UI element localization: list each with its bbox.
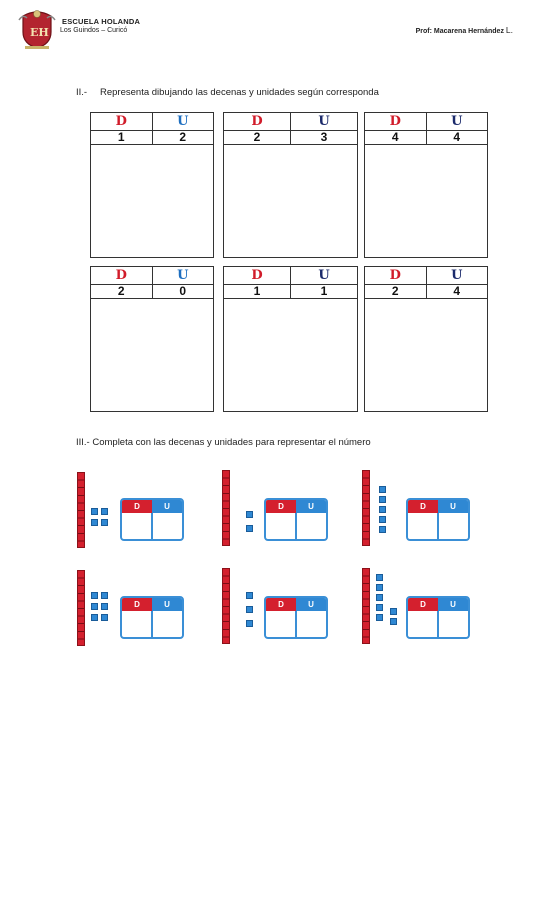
tens-value: 1 [253,284,261,298]
tens-label: D [251,268,263,283]
unit-block [91,508,98,515]
du-answer-header [408,598,468,611]
units-answer-field[interactable] [438,513,468,539]
tens-label: D [122,598,152,611]
units-label: U [426,267,488,284]
units-label: U [152,598,182,611]
section2-instruction: Representa dibujando las decenas y unidades según corresponda [100,87,379,98]
school-location: Los Guindos – Curicó [60,27,128,34]
units-label: U [152,267,214,284]
du-table-values [365,284,487,299]
ten-block [362,470,370,546]
unit-block [376,594,383,601]
tens-label: D [251,114,263,129]
tens-answer-field[interactable] [266,611,296,637]
ten-block [77,570,85,646]
ten-block [77,472,85,548]
du-table-values [365,130,487,145]
tens-answer-field[interactable] [408,513,438,539]
units-answer-field[interactable] [438,611,468,637]
teacher-initial: L. [505,25,513,35]
units-label: U [296,598,326,611]
units-label: U [152,500,182,513]
units-label: U [152,113,214,130]
ten-block [222,568,230,644]
unit-block [101,519,108,526]
du-answer-body [122,513,182,539]
unit-block [246,511,253,518]
du-table-header [224,113,357,131]
drawing-area[interactable] [224,299,357,411]
du-answer-box [120,498,184,541]
ten-block [362,568,370,644]
tens-answer-field[interactable] [408,611,438,637]
ten-block [222,470,230,546]
du-table-values [91,130,213,145]
unit-block [379,496,386,503]
teacher-name-text: Prof: Macarena Hernández [415,28,504,35]
units-value: 1 [290,284,357,298]
tens-label: D [266,598,296,611]
du-answer-body [266,513,326,539]
du-answer-header [266,598,326,611]
tens-answer-field[interactable] [266,513,296,539]
units-answer-field[interactable] [152,611,182,637]
drawing-area[interactable] [91,299,213,411]
du-table-values [224,284,357,299]
drawing-area[interactable] [91,145,213,257]
du-table [90,112,214,258]
units-value: 4 [426,284,488,298]
unit-block [101,603,108,610]
unit-block [379,526,386,533]
unit-block [101,592,108,599]
tens-value: 4 [391,130,399,144]
du-answer-box [120,596,184,639]
units-value: 0 [152,284,214,298]
du-answer-box [264,596,328,639]
du-answer-body [408,513,468,539]
section3-instruction: III.- Completa con las decenas y unidades para representar el número [76,437,371,448]
unit-block [390,608,397,615]
tens-label: D [115,268,127,283]
tens-label: D [389,114,401,129]
units-answer-field[interactable] [296,513,326,539]
drawing-area[interactable] [224,145,357,257]
units-label: U [290,113,357,130]
du-answer-box [406,498,470,541]
units-answer-field[interactable] [296,611,326,637]
section2-number: II.- [76,87,88,98]
du-answer-box [264,498,328,541]
tens-label: D [122,500,152,513]
tens-value: 1 [117,130,125,144]
du-table [90,266,214,412]
units-answer-field[interactable] [152,513,182,539]
unit-block [246,592,253,599]
du-table-header [91,267,213,285]
units-label: U [290,267,357,284]
school-logo [17,6,57,50]
du-answer-body [408,611,468,637]
tens-label: D [115,114,127,129]
unit-block [91,592,98,599]
tens-value: 2 [391,284,399,298]
du-table [223,112,358,258]
tens-label: D [389,268,401,283]
du-table [364,112,488,258]
units-label: U [438,598,468,611]
du-table-values [224,130,357,145]
school-name: ESCUELA HOLANDA [62,17,141,26]
unit-block [390,618,397,625]
unit-block [246,606,253,613]
unit-block [246,525,253,532]
du-table [223,266,358,412]
du-answer-header [408,500,468,513]
unit-block [379,486,386,493]
units-value: 4 [426,130,488,144]
unit-block [91,603,98,610]
unit-block [91,519,98,526]
du-answer-box [406,596,470,639]
units-label: U [426,113,488,130]
du-answer-header [122,500,182,513]
tens-label: D [408,598,438,611]
tens-label: D [266,500,296,513]
teacher-name [416,25,513,35]
du-table-values [91,284,213,299]
unit-block [376,584,383,591]
tens-value: 2 [253,130,261,144]
unit-block [379,506,386,513]
unit-block [246,620,253,627]
logo-initials: EH [30,26,49,39]
unit-block [101,508,108,515]
du-answer-body [266,611,326,637]
tens-answer-field[interactable] [122,513,152,539]
unit-block [376,574,383,581]
units-label: U [296,500,326,513]
du-table-header [365,113,487,131]
unit-block [101,614,108,621]
du-answer-header [266,500,326,513]
unit-block [376,604,383,611]
units-value: 2 [152,130,214,144]
units-label: U [438,500,468,513]
tens-value: 2 [117,284,125,298]
unit-block [376,614,383,621]
tens-label: D [408,500,438,513]
du-table-header [365,267,487,285]
drawing-area[interactable] [365,299,487,411]
du-answer-header [122,598,182,611]
du-table-header [91,113,213,131]
tens-answer-field[interactable] [122,611,152,637]
du-table-header [224,267,357,285]
du-table [364,266,488,412]
du-answer-body [122,611,182,637]
unit-block [91,614,98,621]
units-value: 3 [290,130,357,144]
drawing-area[interactable] [365,145,487,257]
unit-block [379,516,386,523]
